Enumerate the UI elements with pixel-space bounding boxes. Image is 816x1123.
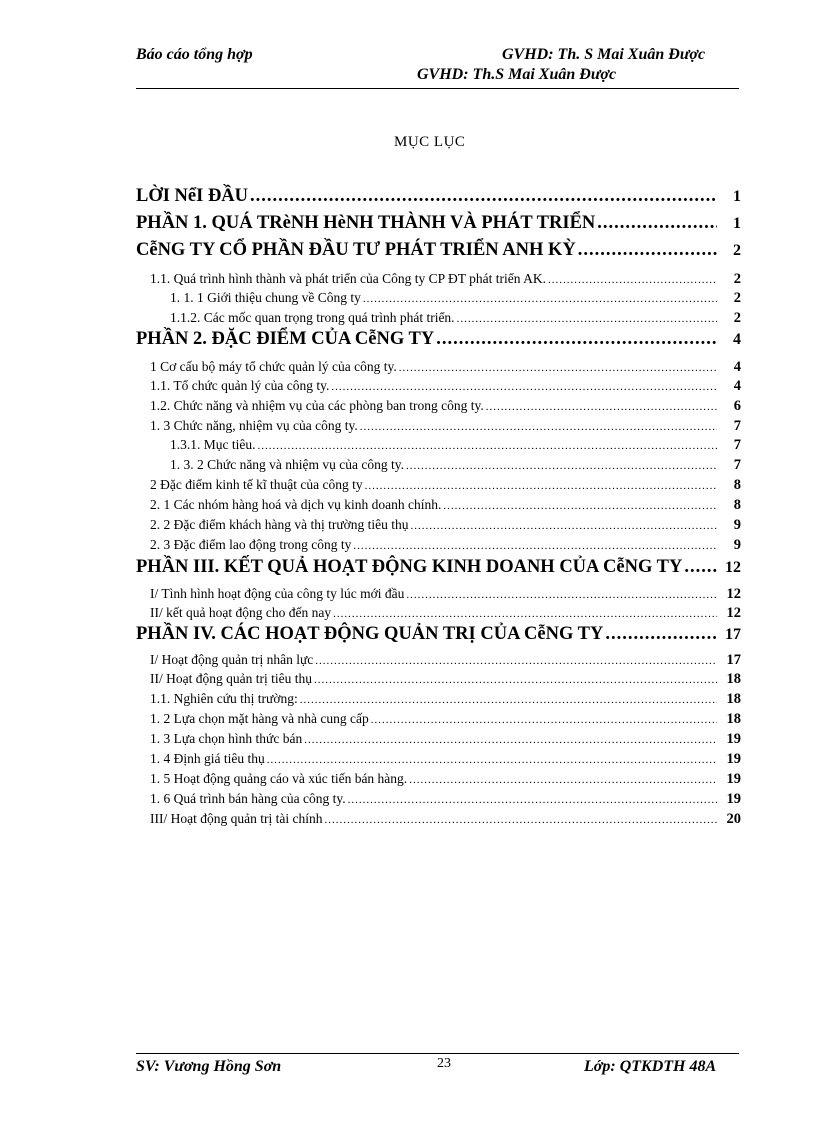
toc-entry-title: PHẦN 2. ĐẶC ĐIỂM CỦA CễNG TY bbox=[136, 329, 435, 349]
toc-dot-leader bbox=[267, 754, 717, 766]
footer-rule bbox=[136, 1053, 739, 1054]
toc-dot-leader bbox=[371, 714, 717, 726]
toc-dot-leader bbox=[314, 674, 717, 686]
toc-dot-leader bbox=[457, 313, 717, 325]
toc-entry-page: 18 bbox=[726, 711, 741, 727]
toc-entry bbox=[136, 186, 741, 207]
toc-entry bbox=[150, 418, 741, 435]
toc-entry-title: 1.1. Tổ chức quản lý của công ty. bbox=[150, 378, 330, 393]
toc-entry-page: 19 bbox=[726, 751, 741, 767]
toc-entry bbox=[150, 605, 741, 622]
toc-entry bbox=[150, 711, 741, 728]
toc-dot-leader bbox=[548, 274, 717, 286]
toc-dot-leader bbox=[258, 440, 718, 452]
toc-entry-title: 1.1.2. Các mốc quan trọng trong quá trình phát triển. bbox=[170, 310, 455, 325]
toc-entry bbox=[150, 398, 741, 415]
toc-entry-page: 4 bbox=[733, 359, 741, 375]
footer-student-name: SV: Vương Hồng Sơn bbox=[136, 1058, 282, 1075]
toc-entry bbox=[150, 378, 741, 395]
toc-entry bbox=[150, 517, 741, 534]
toc-entry bbox=[150, 477, 741, 494]
toc-entry-page: 17 bbox=[726, 652, 741, 668]
toc-dot-leader bbox=[443, 500, 717, 512]
toc-entry bbox=[136, 240, 741, 261]
toc-entry-page: 7 bbox=[733, 418, 741, 434]
toc-entry bbox=[150, 671, 741, 688]
toc-entry-title: 2. 2 Đặc điểm khách hàng và thị trường tiêu thụ bbox=[150, 517, 409, 532]
toc-entry-page: 9 bbox=[733, 517, 741, 533]
toc-entry-page: 12 bbox=[726, 605, 741, 621]
toc-entry bbox=[150, 691, 741, 708]
toc-entry-title: 1. 5 Hoạt động quảng cáo và xúc tiến bán hàng. bbox=[150, 771, 408, 786]
toc-dot-leader bbox=[300, 694, 717, 706]
toc-entry bbox=[170, 310, 741, 327]
toc-dot-leader bbox=[409, 774, 717, 786]
toc-entry-page: 1 bbox=[733, 215, 741, 232]
toc-dot-leader bbox=[363, 293, 717, 305]
toc-entry bbox=[136, 624, 741, 645]
toc-entry-title: LỜI NểI ĐẦU bbox=[136, 186, 249, 206]
toc-entry-page: 18 bbox=[726, 691, 741, 707]
toc-entry-title: 1 Cơ cấu bộ máy tổ chức quản lý của công ty. bbox=[150, 359, 397, 374]
toc-entry-title: 1. 3 Lựa chọn hình thức bán bbox=[150, 731, 303, 746]
toc-entry-page: 1 bbox=[733, 188, 741, 205]
toc-entry bbox=[150, 751, 741, 768]
toc-entry-title: II/ Hoạt động quản trị tiêu thụ bbox=[150, 671, 312, 686]
toc-entry-page: 4 bbox=[733, 331, 741, 348]
toc-entry-title: 2. 3 Đặc điểm lao động trong công ty bbox=[150, 537, 352, 552]
toc-dot-leader bbox=[360, 421, 717, 433]
toc-entry-title: 1. 2 Lựa chọn mặt hàng và nhà cung cấp bbox=[150, 711, 369, 726]
toc-dot-leader bbox=[399, 362, 717, 374]
toc-entry-title: I/ Hoạt động quản trị nhân lực bbox=[150, 652, 314, 667]
toc-entry bbox=[150, 271, 741, 288]
toc-entry-title: 2 Đặc điểm kinh tế kĩ thuật của công ty bbox=[150, 477, 363, 492]
toc-dot-leader bbox=[436, 329, 717, 350]
toc-entry-title: CễNG TY CỔ PHẦN ĐẦU TƯ PHÁT TRIỂN ANH KỲ bbox=[136, 240, 576, 260]
toc-entry-title: III/ Hoạt động quản trị tài chính bbox=[150, 811, 323, 826]
toc-entry-title: 2. 1 Các nhóm hàng hoá và dịch vụ kinh doanh chính. bbox=[150, 497, 442, 512]
toc-entry-title: 1.2. Chức năng và nhiệm vụ của các phòng ban trong công ty. bbox=[150, 398, 484, 413]
toc-dot-leader bbox=[684, 557, 717, 578]
toc-entry-title: 1. 3. 2 Chức năng và nhiệm vụ của công ty. bbox=[170, 457, 405, 472]
footer-page-number: 23 bbox=[437, 1056, 451, 1071]
toc-entry-page: 19 bbox=[726, 791, 741, 807]
toc-entry-page: 12 bbox=[725, 559, 741, 576]
toc-entry-page: 19 bbox=[726, 731, 741, 747]
toc-entry-page: 8 bbox=[733, 477, 741, 493]
toc-entry bbox=[150, 771, 741, 788]
toc-entry-title: PHẦN III. KẾT QUẢ HOẠT ĐỘNG KINH DOANH CỦA CễNG TY bbox=[136, 557, 683, 577]
toc-dot-leader bbox=[406, 589, 717, 601]
toc-entry-page: 2 bbox=[733, 271, 741, 287]
toc-entry-page: 12 bbox=[726, 586, 741, 602]
toc-entry bbox=[136, 213, 741, 234]
toc-entry-page: 7 bbox=[733, 457, 741, 473]
toc-entry-page: 20 bbox=[726, 811, 741, 827]
toc-entry bbox=[150, 497, 741, 514]
toc-entry-title: PHẦN IV. CÁC HOẠT ĐỘNG QUẢN TRỊ CỦA CễNG TY bbox=[136, 624, 604, 644]
toc-dot-leader bbox=[411, 520, 717, 532]
toc-dot-leader bbox=[333, 608, 717, 620]
toc-entry-title: 1.3.1. Mục tiêu. bbox=[170, 437, 256, 452]
toc-dot-leader bbox=[486, 401, 717, 413]
header-report-title: Báo cáo tổng hợp bbox=[136, 46, 253, 63]
toc-dot-leader bbox=[315, 655, 717, 667]
toc-entry-title: II/ kết quả hoạt động cho đến nay bbox=[150, 605, 332, 620]
toc-entry-page: 8 bbox=[733, 497, 741, 513]
toc-entry-page: 4 bbox=[733, 378, 741, 394]
toc-entry-page: 2 bbox=[733, 290, 741, 306]
toc-title: MỤC LỤC bbox=[394, 134, 466, 150]
header-supervisor-repeat: GVHD: Th.S Mai Xuân Được bbox=[417, 66, 617, 83]
toc-entry-page: 7 bbox=[733, 437, 741, 453]
toc-dot-leader bbox=[250, 186, 717, 207]
toc-entry-title: 1. 4 Định giá tiêu thụ bbox=[150, 751, 265, 766]
toc-entry-page: 19 bbox=[726, 771, 741, 787]
toc-dot-leader bbox=[304, 734, 717, 746]
toc-dot-leader bbox=[597, 213, 717, 234]
footer-class: Lớp: QTKDTH 48A bbox=[584, 1058, 717, 1075]
toc-entry bbox=[150, 791, 741, 808]
toc-entry-title: 1. 1. 1 Giới thiệu chung về Công ty bbox=[170, 290, 361, 305]
toc-dot-leader bbox=[353, 540, 717, 552]
toc-entry-title: 1. 3 Chức năng, nhiệm vụ của công ty. bbox=[150, 418, 358, 433]
toc-entry bbox=[150, 652, 741, 669]
toc-dot-leader bbox=[324, 814, 717, 826]
toc-entry-page: 2 bbox=[733, 242, 741, 259]
toc-entry bbox=[150, 811, 741, 828]
toc-entry bbox=[136, 329, 741, 350]
toc-entry-page: 18 bbox=[726, 671, 741, 687]
toc-dot-leader bbox=[605, 624, 717, 645]
toc-dot-leader bbox=[578, 240, 717, 261]
toc-entry-page: 17 bbox=[725, 626, 741, 643]
toc-entry bbox=[150, 359, 741, 376]
toc-dot-leader bbox=[348, 794, 717, 806]
toc-entry-title: 1.1. Quá trình hình thành và phát triển của Công ty CP ĐT phát triển AK. bbox=[150, 271, 546, 286]
toc-entry-title: 1. 6 Quá trình bán hàng của công ty. bbox=[150, 791, 346, 806]
toc-entry-title: I/ Tình hình hoạt động của công ty lúc mới đầu bbox=[150, 586, 405, 601]
toc-entry-title: 1.1. Nghiên cứu thị trường: bbox=[150, 691, 298, 706]
toc-entry bbox=[170, 457, 741, 474]
toc-entry bbox=[170, 290, 741, 307]
toc-entry-page: 6 bbox=[733, 398, 741, 414]
toc-dot-leader bbox=[331, 381, 717, 393]
toc-entry-title: PHẦN 1. QUÁ TRèNH HèNH THÀNH VÀ PHÁT TRIỂN bbox=[136, 213, 596, 233]
header-supervisor: GVHD: Th. S Mai Xuân Được bbox=[502, 46, 706, 63]
toc-entry bbox=[150, 731, 741, 748]
toc-entry bbox=[170, 437, 741, 454]
toc-entry bbox=[150, 586, 741, 603]
toc-dot-leader bbox=[406, 460, 717, 472]
toc-entry-page: 2 bbox=[733, 310, 741, 326]
toc-dot-leader bbox=[365, 480, 717, 492]
toc-entry bbox=[150, 537, 741, 554]
toc-entry bbox=[136, 557, 741, 578]
toc-entry-page: 9 bbox=[733, 537, 741, 553]
